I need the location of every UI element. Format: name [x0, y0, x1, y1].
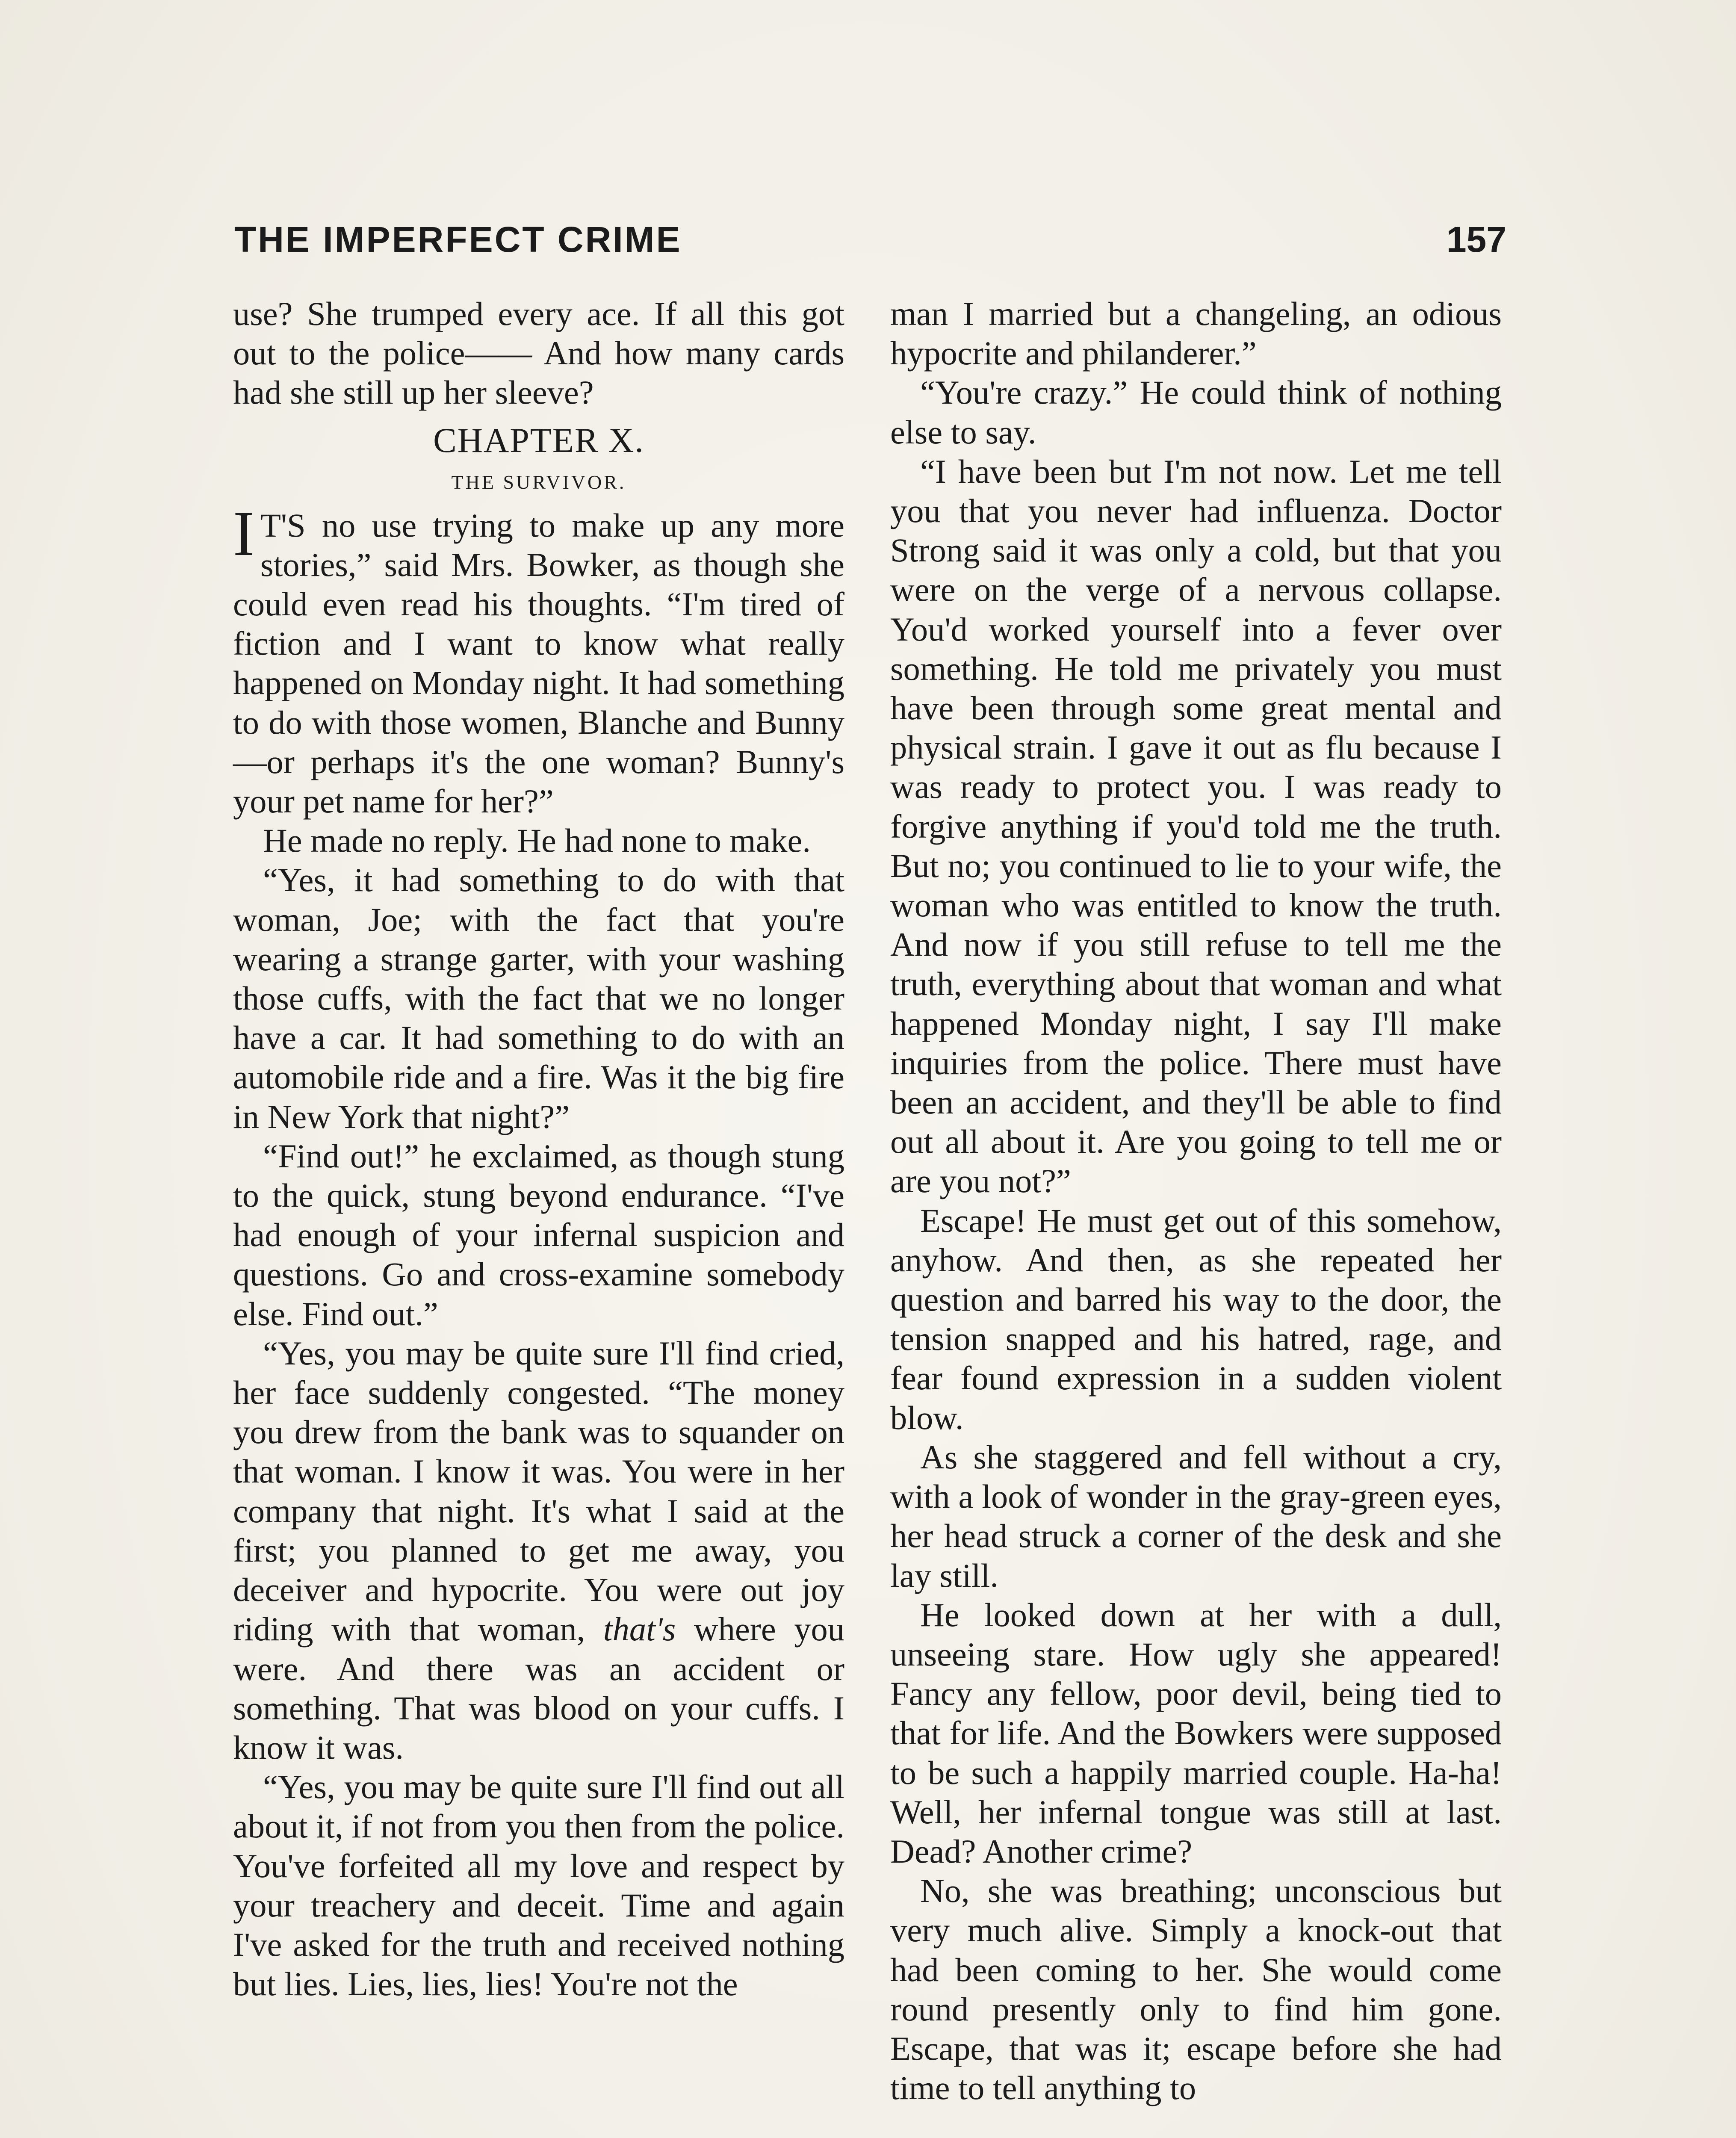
- right-text-column: [890, 294, 1502, 2108]
- paragraph: man I married but a changeling, an odious hypocrite and philanderer.”: [890, 295, 1502, 372]
- paragraph-text: “Yes, you may be quite sure I'll find cried, her face suddenly congested. “The money you drew from the bank was to squander on that woman. I know it was. You were in her company that night. It's what I said at the first; you planned to get me away, you deceiver and hypocrite. You were out joy riding with that woman,: [233, 1334, 844, 1648]
- emphasis-text: that's: [603, 1610, 676, 1648]
- paragraph: He made no reply. He had none to make.: [263, 822, 811, 859]
- opening-line: T'S no use trying to make up any: [260, 506, 759, 544]
- paragraph: As she staggered and fell without a cry, with a look of wonder in the gray-green eyes, her head struck a corner of the desk and she lay still.: [890, 1438, 1502, 1594]
- paragraph: He looked down at her with a dull, unseeing stare. How ugly she appeared! Fancy any fellow, poor devil, being tied to that for life. And the Bowkers were supposed to be such a happily married couple. Ha-ha! Well, her infernal tongue was still at last. Dead? Another crime?: [890, 1596, 1502, 1870]
- chapter-subtitle: THE SURVIVOR.: [451, 471, 626, 493]
- paragraph: [233, 1334, 844, 1767]
- running-title: THE IMPERFECT CRIME: [234, 219, 682, 260]
- paragraph: No, she was breathing; unconscious but very much alive. Simply a knock-out that had been coming to her. She would come round presently only to find him gone. Escape, that was it; escape before she had time to tell anything to: [890, 1872, 1502, 2107]
- page-number: 157: [1446, 219, 1506, 260]
- paragraph: “Find out!” he exclaimed, as though stung to the quick, stung beyond endurance. “I've had enough of your infernal suspicion and questions. Go and cross-examine somebody else. Find out.”: [233, 1137, 844, 1332]
- paragraph: “Yes, it had something to do with that woman, Joe; with the fact that you're wearing a strange garter, with your washing those cuffs, with the fact that we no longer have a car. It had something to do with an automobile ride and a fire. Was it the big fire in New York that night?”: [233, 861, 844, 1135]
- chapter-heading: CHAPTER X.: [433, 420, 644, 460]
- running-header: [234, 216, 1506, 263]
- chapter-opening-paragraph: [233, 498, 844, 821]
- left-text-column: [233, 294, 844, 2004]
- paragraph: “I have been but I'm not now. Let me tell you that you never had influenza. Doctor Strong said it was only a cold, but that you were on the verge of a nervous collapse. You'd worked yourself into a fever over something. He told me privately you must have been through some great mental and physical strain. I gave it out as flu because I was ready to protect you. I was ready to forgive anything if you'd told me the truth. But no; you continued to lie to your wife, the woman who was entitled to know the truth. And now if you still refuse to tell me the truth, everything about that woman and what happened Monday night, I say I'll make inquiries from the police. There must have been an accident, and they'll be able to find out all about it. Are you going to tell me or are you not?”: [890, 452, 1502, 1200]
- paragraph-text: where you were. And there was an accident or something. That was blood on your cuffs. I know it was.: [233, 1610, 844, 1766]
- paragraph: Escape! He must get out of this somehow, anyhow. And then, as she repeated her question and barred his way to the door, the tension snapped and his hatred, rage, and fear found expression in a sudden violent blow.: [890, 1202, 1502, 1436]
- paragraph: use? She trumped every ace. If all this got out to the police—— And how many cards had she still up her sleeve?: [233, 295, 844, 411]
- paragraph: “Yes, you may be quite sure I'll find out all about it, if not from you then from the police. You've forfeited all my love and respect by your treachery and deceit. Time and again I've asked for the truth and received nothing but lies. Lies, lies, lies! You're not the: [233, 1768, 844, 2003]
- paragraph: “You're crazy.” He could think of nothing else to say.: [890, 374, 1502, 451]
- opening-continuation: more stories,” said Mrs. Bowker, as though she could even read his thoughts. “I'm tired of fiction and I want to know what really happened on Monday night. It had something to do with those women, Blanche and Bunny—or perhaps it's the one woman? Bunny's your pet name for her?”: [233, 506, 844, 820]
- drop-cap: I: [233, 498, 254, 569]
